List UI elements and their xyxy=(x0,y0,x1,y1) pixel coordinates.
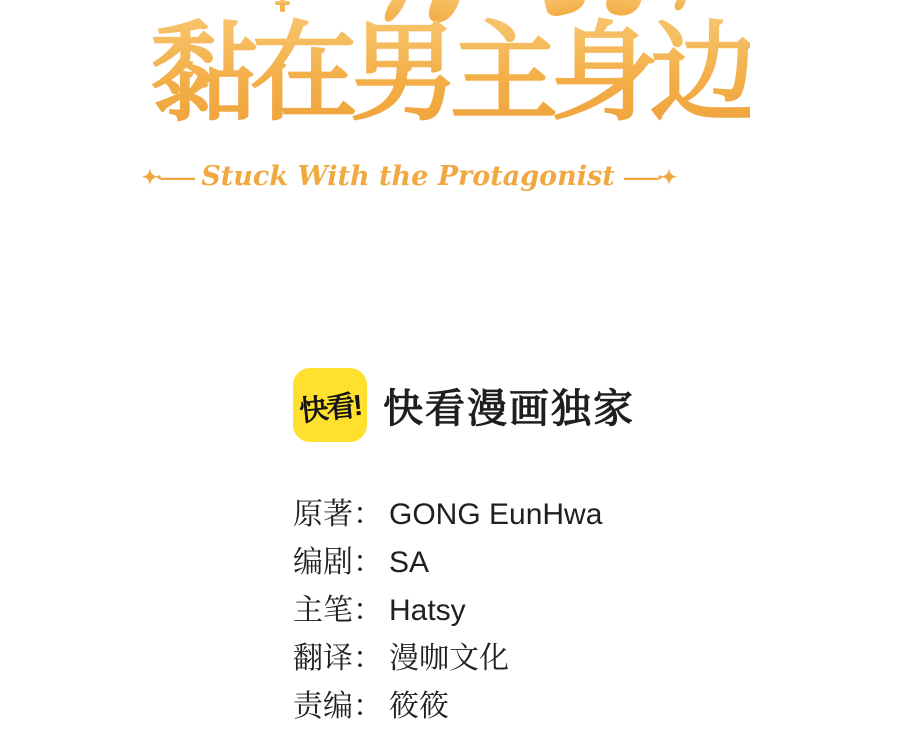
credit-value: 筱筱 xyxy=(389,690,449,723)
credit-value: 漫咖文化 xyxy=(389,642,509,675)
credit-row-translation xyxy=(293,644,602,674)
subtitle xyxy=(142,161,675,192)
subtitle-ornament-left: ✦·—— xyxy=(141,164,194,189)
credit-row-lead-artist xyxy=(293,596,602,626)
credit-label: 责编： xyxy=(293,690,383,723)
publisher-exclusive-label: 快看漫画独家 xyxy=(383,386,635,431)
publisher-row xyxy=(293,368,635,442)
credit-value: Hatsy xyxy=(389,594,466,627)
credit-row-screenwriter xyxy=(293,548,602,578)
credit-label: 原著： xyxy=(293,498,383,531)
credit-value: SA xyxy=(389,546,430,579)
credit-label: 翻译： xyxy=(293,642,383,675)
credit-value: GONG EunHwa xyxy=(389,498,603,531)
credits-list xyxy=(293,500,602,740)
subtitle-ornament-right: ——·✦ xyxy=(622,164,675,189)
kuaikan-logo-icon xyxy=(293,368,367,442)
kuaikan-logo-text: 快看! xyxy=(298,389,363,428)
page-title: 黏在男主身边 xyxy=(150,6,750,141)
subtitle-text: Stuck With the Protagonist xyxy=(201,161,615,192)
credit-row-original-author xyxy=(293,500,602,530)
credit-label: 编剧： xyxy=(293,546,383,579)
credit-row-editor xyxy=(293,692,602,722)
credit-label: 主笔： xyxy=(293,594,383,627)
